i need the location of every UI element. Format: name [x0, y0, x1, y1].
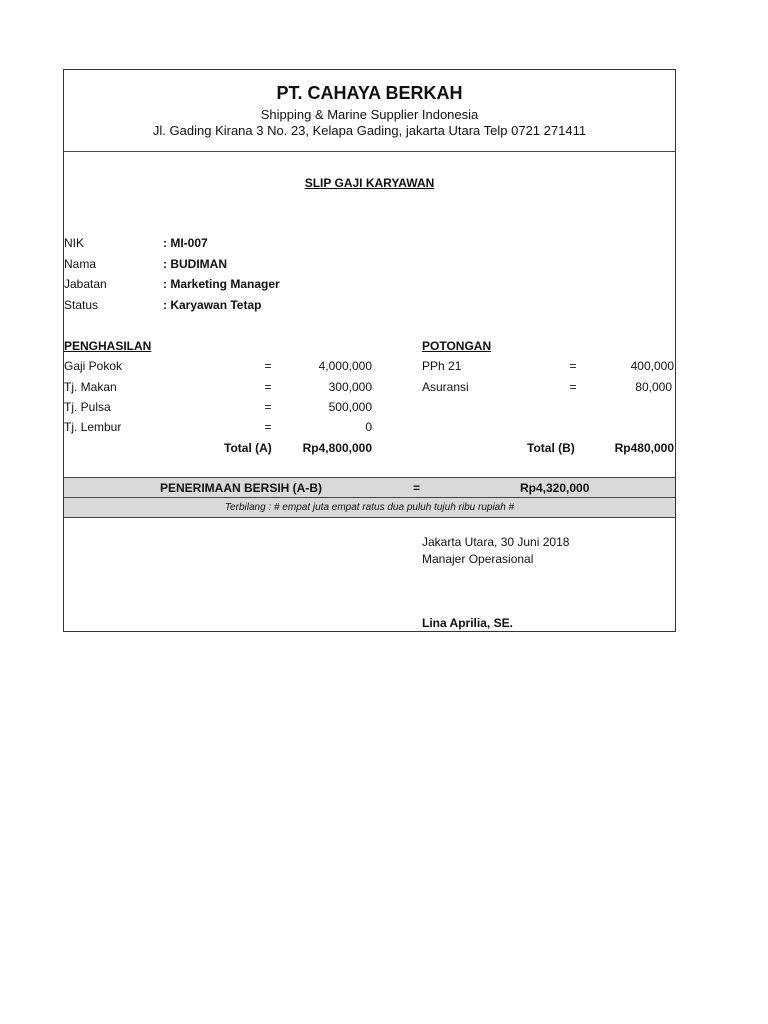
net-pay-label: PENERIMAAN BERSIH (A-B): [160, 481, 322, 495]
deduction-heading: POTONGAN: [422, 339, 492, 353]
net-pay-amount: Rp4,320,000: [520, 481, 590, 495]
net-bottom-divider: [64, 517, 675, 518]
employee-label-nama: Nama: [64, 257, 97, 271]
net-pay-eq: =: [413, 481, 421, 495]
deduction-item-label: Asuransi: [422, 380, 469, 394]
salary-slip: [63, 69, 676, 632]
income-heading: PENGHASILAN: [64, 339, 152, 353]
income-item-eq: =: [264, 380, 272, 394]
slip-title: SLIP GAJI KARYAWAN: [304, 176, 435, 190]
header-divider: [64, 151, 675, 152]
income-item-eq: =: [264, 359, 272, 373]
signature-position: Manajer Operasional: [422, 552, 534, 566]
employee-value-nama: : BUDIMAN: [163, 257, 227, 271]
deduction-total-label: Total (B): [527, 441, 575, 455]
employee-value-status: : Karyawan Tetap: [163, 298, 262, 312]
deduction-item-label: PPh 21: [422, 359, 462, 373]
deduction-item-amount: 400,000: [630, 359, 674, 373]
employee-label-status: Status: [64, 298, 99, 312]
income-item-label: Tj. Lembur: [64, 420, 122, 434]
income-item-eq: =: [264, 420, 272, 434]
terbilang-band: [64, 498, 675, 517]
employee-label-nik: NIK: [64, 236, 85, 250]
deduction-total-amount: Rp480,000: [614, 441, 674, 455]
signature-place-date: Jakarta Utara, 30 Juni 2018: [422, 535, 570, 549]
terbilang-text: Terbilang : # empat juta empat ratus dua puluh tujuh ribu rupiah #: [224, 502, 515, 513]
income-item-amount: 300,000: [328, 380, 372, 394]
employee-value-nik: : MI-007: [163, 236, 208, 250]
deduction-item-eq: =: [569, 380, 577, 394]
net-pay-band: [64, 478, 675, 497]
employee-value-jabatan: : Marketing Manager: [163, 277, 280, 291]
income-total-amount: Rp4,800,000: [302, 441, 372, 455]
signature-name: Lina Aprilia, SE.: [422, 616, 513, 630]
company-tagline: Shipping & Marine Supplier Indonesia: [260, 107, 479, 122]
employee-label-jabatan: Jabatan: [64, 277, 107, 291]
income-item-amount: 500,000: [328, 400, 372, 414]
income-item-amount: 4,000,000: [318, 359, 372, 373]
income-total-label: Total (A): [224, 441, 272, 455]
company-address: Jl. Gading Kirana 3 No. 23, Kelapa Gading, jakarta Utara Telp 0721 271411: [152, 123, 587, 138]
income-item-label: Gaji Pokok: [64, 359, 123, 373]
deduction-item-amount: 80,000: [635, 380, 672, 394]
deduction-item-eq: =: [569, 359, 577, 373]
income-item-label: Tj. Pulsa: [64, 400, 111, 414]
income-item-label: Tj. Makan: [64, 380, 117, 394]
income-item-amount: 0: [365, 420, 372, 434]
income-item-eq: =: [264, 400, 272, 414]
company-name: PT. CAHAYA BERKAH: [276, 83, 463, 103]
